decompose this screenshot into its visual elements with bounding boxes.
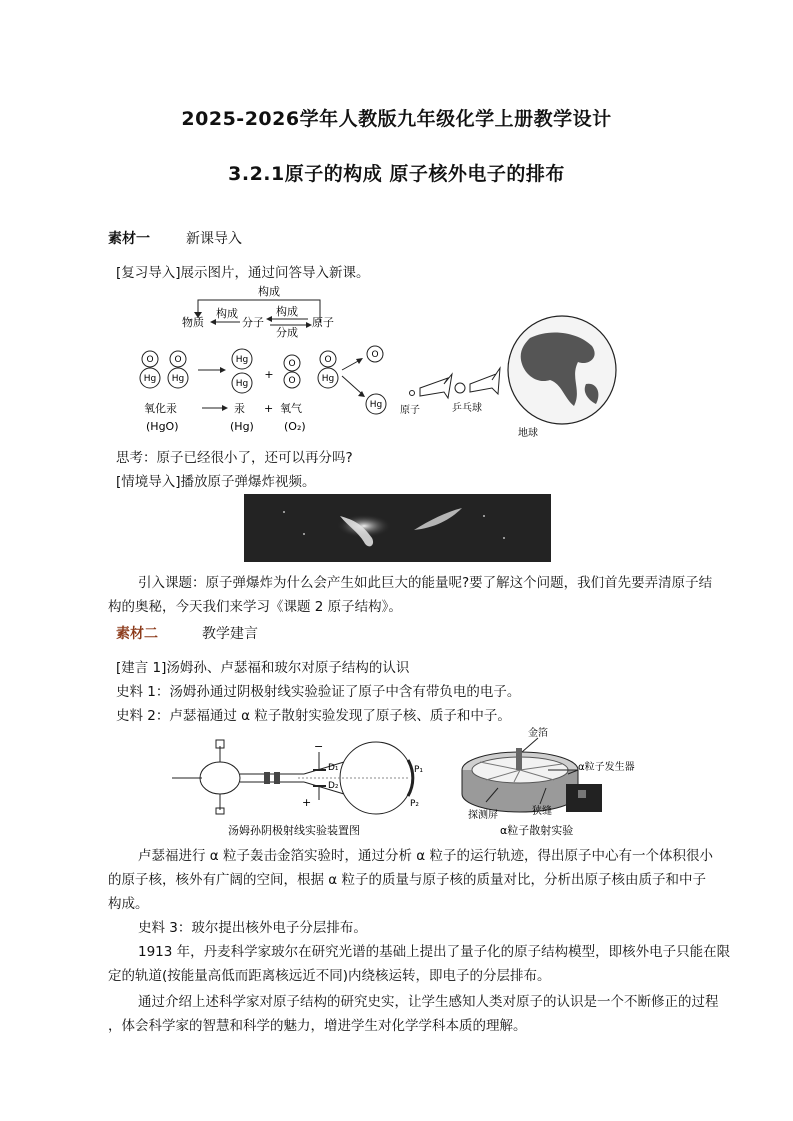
svg-text:(O₂): (O₂): [284, 420, 306, 433]
svg-text:O: O: [174, 355, 182, 365]
review-text: [复习导入]展示图片，通过问答导入新课。: [116, 265, 370, 281]
history-3: 史料 3：玻尔提出核外电子分层排布。: [138, 920, 367, 936]
svg-text:D₁: D₁: [328, 763, 339, 773]
page-title: 2025-2026学年人教版九年级化学上册教学设计: [181, 108, 612, 130]
earth-label: 地球: [518, 428, 538, 439]
diagram-label-split: 分成: [276, 326, 298, 339]
svg-text:O: O: [146, 355, 154, 365]
svg-text:Hg: Hg: [171, 374, 185, 384]
rutherford-line-3: 构成。: [108, 896, 149, 912]
summary-line-1: 通过介绍上述科学家对原子结构的研究史实，让学生感知人类对原子的认识是一个不断修正的过程: [138, 994, 719, 1010]
section1-label: 素材一: [108, 231, 150, 247]
svg-text:+: +: [264, 402, 274, 415]
history-2: 史料 2：卢瑟福通过 α 粒子散射实验发现了原子核、质子和中子。: [116, 708, 511, 724]
svg-text:Hg: Hg: [321, 374, 335, 384]
screen-label: 探测屏: [468, 810, 498, 821]
diagram-label-mid2: 构成: [276, 305, 298, 318]
section1-name: 新课导入: [186, 231, 242, 247]
atomic-bomb-photo: [244, 494, 551, 562]
plus-sign: +: [302, 796, 312, 809]
caption-cathode: 汤姆孙阴极射线实验装置图: [228, 824, 360, 837]
gold-foil-label: 金箔: [528, 728, 548, 739]
rutherford-line-2: 的原子核，核外有广阔的空间，根据 α 粒子的质量与原子核的质量对比，分析出原子核由质子和中子: [108, 872, 706, 888]
svg-text:Hg: Hg: [369, 400, 383, 410]
atom-molecule-diagram: [130, 280, 640, 440]
svg-text:O: O: [288, 376, 296, 386]
hg-label: 汞: [234, 402, 245, 415]
molecule-label: 分子: [242, 316, 264, 329]
diagram-label-mid1: 构成: [216, 307, 238, 320]
think-text: 思考：原子已经很小了，还可以再分吗?: [116, 450, 353, 466]
history-1: 史料 1：汤姆孙通过阴极射线实验验证了原子中含有带负电的电子。: [116, 684, 521, 700]
svg-text:Hg: Hg: [235, 379, 249, 389]
summary-line-2: ，体会科学家的智慧和科学的魅力，增进学生对化学学科本质的理解。: [108, 1018, 527, 1034]
svg-text:Hg: Hg: [143, 374, 157, 384]
caption-scattering: α粒子散射实验: [500, 824, 574, 837]
o2-label: 氧气: [280, 402, 302, 415]
svg-text:O: O: [324, 355, 332, 365]
advice-text: [建言 1]汤姆孙、卢瑟福和玻尔对原子结构的认识: [116, 660, 410, 676]
svg-text:(HgO): (HgO): [146, 420, 179, 433]
bohr-line-1: 1913 年，丹麦科学家玻尔在研究光谱的基础上提出了量子化的原子结构模型，即核外电子只能在限: [138, 944, 731, 960]
section2-name: 教学建言: [202, 626, 258, 642]
svg-text:D₂: D₂: [328, 781, 339, 791]
bohr-line-2: 定的轨道(按能量高低而距离核远近不同)内绕核运转，即电子的分层排布。: [108, 968, 551, 984]
atom-label-top: 原子: [312, 316, 334, 329]
section2-label: 素材二: [116, 626, 158, 642]
hgo-label: 氧化汞: [144, 402, 177, 415]
experiment-figures: [168, 726, 635, 842]
scene-text: [情境导入]播放原子弹爆炸视频。: [116, 474, 316, 490]
p2-label: P₂: [410, 799, 420, 809]
diagram-label-top: 构成: [258, 285, 280, 298]
rutherford-line-1: 卢瑟福进行 α 粒子轰击金箔实验时，通过分析 α 粒子的运行轨迹，得出原子中心有一个体积很小: [138, 848, 713, 864]
generator-label: α粒子发生器: [578, 762, 635, 773]
svg-text:O: O: [371, 350, 379, 360]
svg-text:Hg: Hg: [235, 355, 249, 365]
svg-text:+: +: [264, 368, 274, 381]
pingpong-label: 乒乓球: [452, 403, 482, 414]
intro-line-2: 构的奥秘，今天我们来学习《课题 2 原子结构》。: [108, 599, 402, 615]
svg-text:(Hg): (Hg): [230, 420, 254, 433]
p1-label: P₁: [414, 765, 424, 775]
intro-line-1: 引入课题：原子弹爆炸为什么会产生如此巨大的能量呢?要了解这个问题，我们首先要弄清原子结: [138, 575, 713, 591]
slit-label: 狭缝: [532, 806, 552, 817]
minus-sign: −: [314, 740, 324, 753]
substance-label: 物质: [182, 316, 204, 329]
svg-text:O: O: [288, 359, 296, 369]
atom-scale-label: 原子: [400, 405, 420, 416]
page-subtitle: 3.2.1原子的构成 原子核外电子的排布: [228, 163, 565, 185]
